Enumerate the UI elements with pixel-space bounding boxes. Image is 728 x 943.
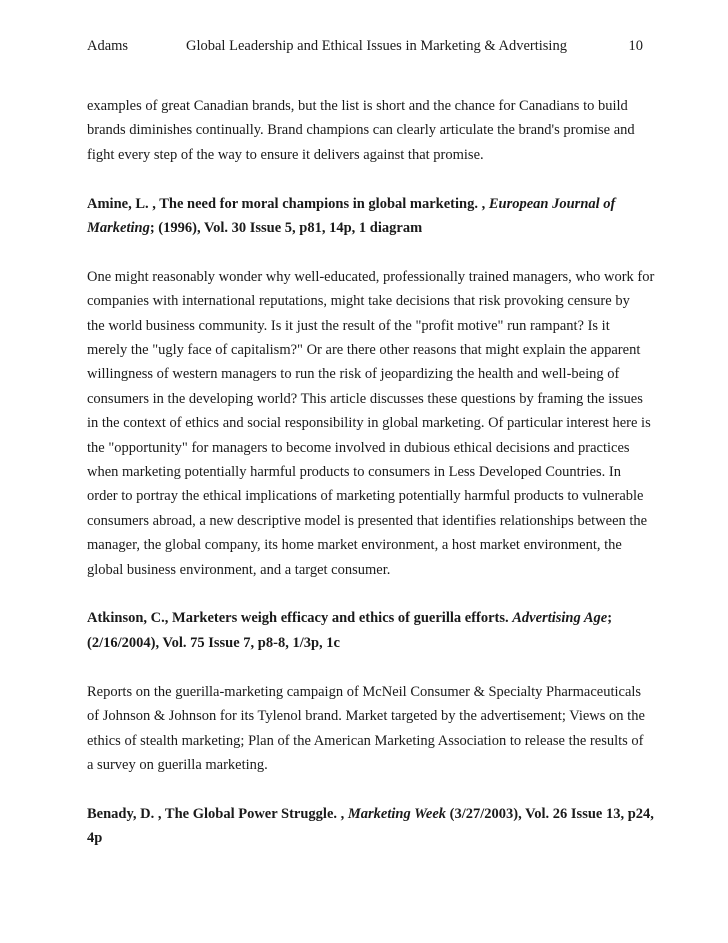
text-line: Reports on the guerilla-marketing campaign of McNeil Consumer & Specialty Pharmaceuticals <box>87 683 642 700</box>
document-body <box>87 94 655 875</box>
citation-line <box>87 606 647 630</box>
citation-text: (3/27/2003), Vol. 26 Issue 13, p24, <box>446 805 654 822</box>
text-line: willingness of western managers to run the risk of jeopardizing the health and well-being of <box>87 366 620 383</box>
abstract-amine <box>87 265 655 582</box>
text-line: the world business community. Is it just the result of the "profit motive" run rampant? Is it <box>87 317 610 334</box>
citation-line: (2/16/2004), Vol. 75 Issue 7, p8-8, 1/3p, 1c <box>87 634 340 651</box>
page-number: 10 <box>628 38 643 54</box>
citation-benady <box>87 802 654 851</box>
journal-name: Advertising Age <box>512 610 608 627</box>
text-line: in the context of ethics and social responsibility in global marketing. Of particular interest here is <box>87 415 651 432</box>
text-line: when marketing potentially harmful products to consumers in Less Developed Countries. In <box>87 464 621 481</box>
running-header <box>87 38 643 60</box>
text-line: global business environment, and a target consumer. <box>87 561 391 578</box>
header-title: Global Leadership and Ethical Issues in Marketing & Advertising <box>186 38 567 54</box>
text-line: ethics of stealth marketing; Plan of the American Marketing Association to release the results of <box>87 732 644 749</box>
header-author: Adams <box>87 38 129 54</box>
citation-text: Benady, D. , The Global Power Struggle. , <box>87 805 348 822</box>
abstract-atkinson <box>87 680 647 778</box>
citation-text: Amine, L. , The need for moral champions in global marketing. , <box>87 195 489 212</box>
citation-amine <box>87 192 647 241</box>
citation-atkinson <box>87 606 647 655</box>
text-line: the "opportunity" for managers to become involved in dubious ethical decisions and practices <box>87 439 630 456</box>
text-line: companies with international reputations, might take decisions that risk provoking censure by <box>87 293 630 310</box>
text-line: fight every step of the way to ensure it delivers against that promise. <box>87 146 484 163</box>
journal-name: Marketing <box>87 220 150 237</box>
citation-line <box>87 216 647 240</box>
text-line: examples of great Canadian brands, but the list is short and the chance for Canadians to build <box>87 98 628 114</box>
text-line: consumers abroad, a new descriptive model is presented that identifies relationships between the <box>87 512 648 529</box>
text-line: of Johnson & Johnson for its Tylenol brand. Market targeted by the advertisement; Views on the <box>87 708 645 725</box>
text-line: One might reasonably wonder why well-educated, professionally trained managers, who work for <box>87 268 655 285</box>
text-line: a survey on guerilla marketing. <box>87 756 268 773</box>
citation-text: ; (1996), Vol. 30 Issue 5, p81, 14p, 1 diagram <box>149 220 423 237</box>
citation-text: Atkinson, C., Marketers weigh efficacy and ethics of guerilla efforts. <box>87 610 513 627</box>
citation-line <box>87 192 647 216</box>
journal-name: European Journal of <box>488 195 616 212</box>
citation-line <box>87 802 654 826</box>
journal-name: Marketing Week <box>347 805 447 822</box>
paragraph-brand-champions <box>87 94 647 167</box>
text-line: consumers in the developing world? This article discusses these questions by framing the issues <box>87 390 643 407</box>
text-line: manager, the global company, its home market environment, a host market environment, the <box>87 537 622 554</box>
text-line: brands diminishes continually. Brand champions can clearly articulate the brand's promise and <box>87 122 635 139</box>
text-line: merely the "ugly face of capitalism?" Or are there other reasons that might explain the apparent <box>87 342 641 359</box>
text-line: order to portray the ethical implications of marketing potentially harmful products to vulnerable <box>87 488 644 505</box>
citation-text: ; <box>607 610 613 627</box>
citation-line: 4p <box>87 830 103 847</box>
